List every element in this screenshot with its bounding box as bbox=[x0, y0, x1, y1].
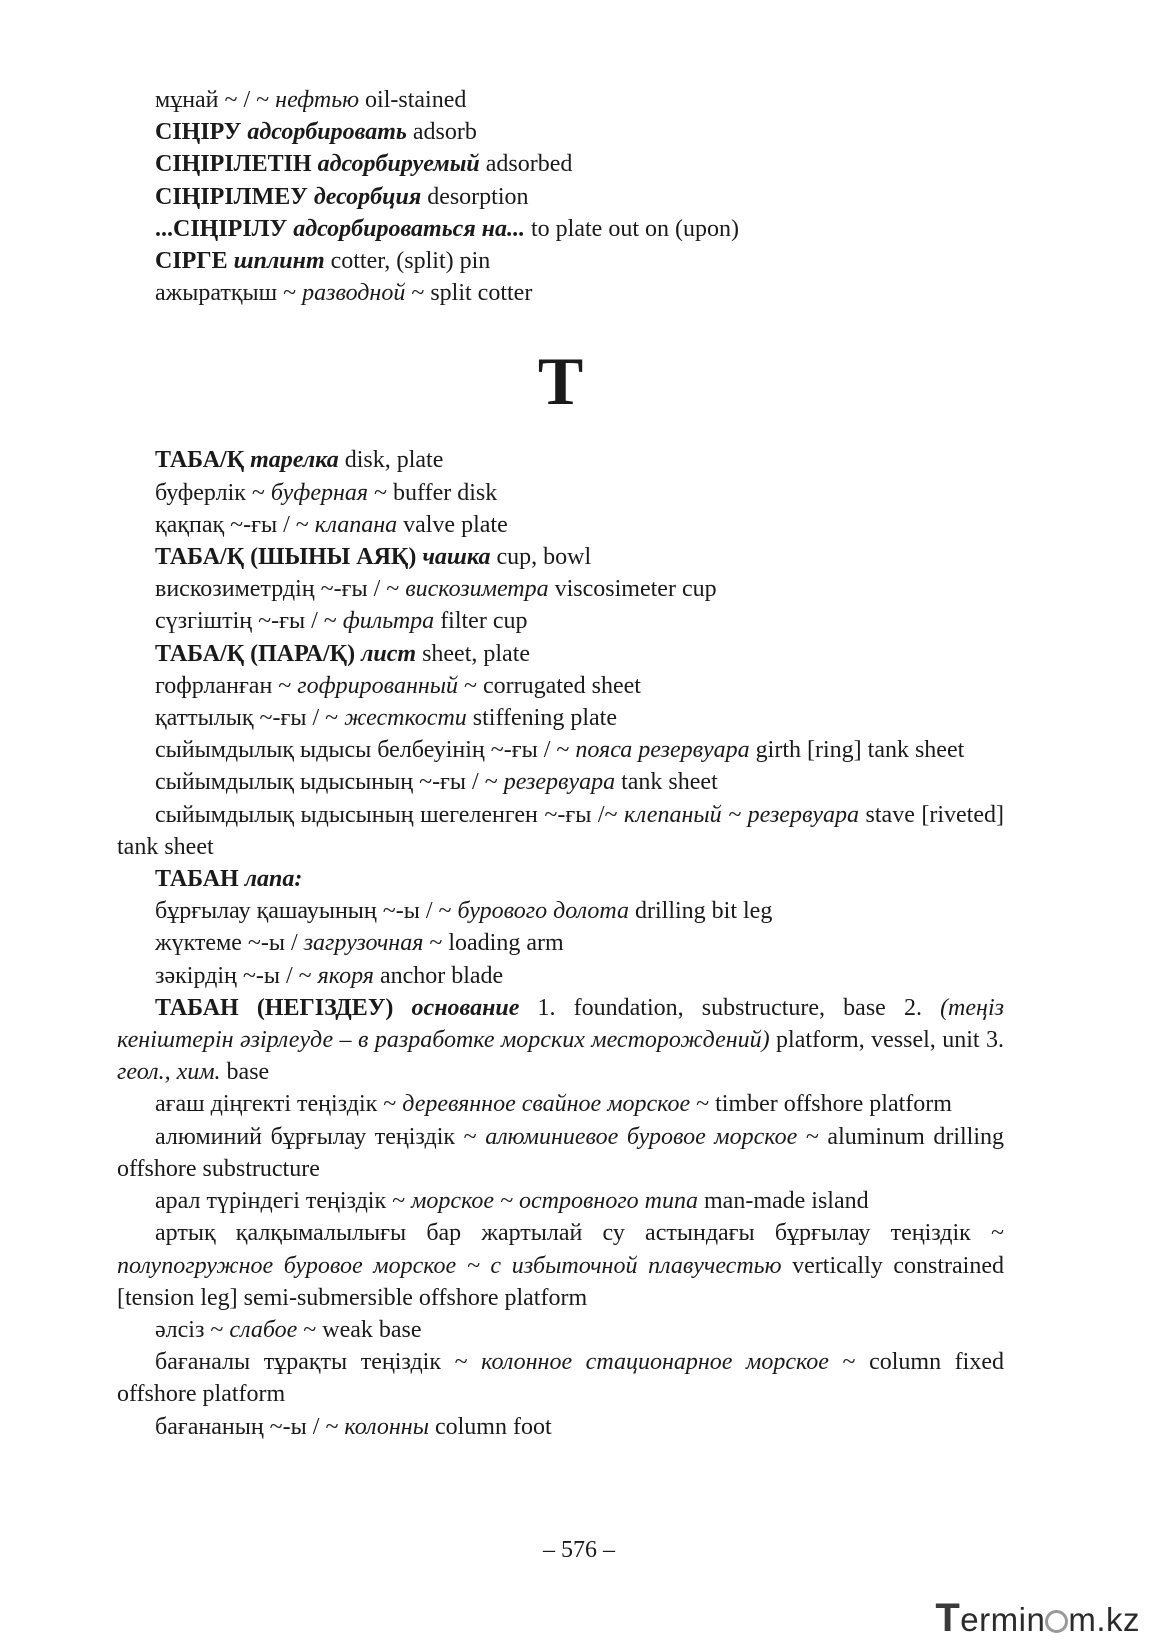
russian-term: колонное стационарное морское bbox=[481, 1349, 829, 1376]
headword-entry bbox=[117, 541, 1004, 573]
kazakh-headword: ТАБАН bbox=[155, 866, 245, 893]
russian-term: геол., хим. bbox=[117, 1059, 221, 1086]
russian-term: загрузочная bbox=[303, 930, 424, 957]
entry-text: anchor blade bbox=[373, 962, 504, 989]
russian-term: (теңіз кеніштерін әзірлеуде – в разработке морских месторождений) bbox=[117, 994, 1004, 1054]
entry-text: column foot bbox=[428, 1413, 552, 1440]
page-content bbox=[117, 84, 1004, 1443]
entry-text: ~ buffer disk bbox=[368, 479, 498, 506]
previous-letter-entries bbox=[117, 84, 1004, 309]
entry-text: filter cup bbox=[434, 608, 528, 635]
russian-term: вискозиметра bbox=[405, 576, 549, 603]
kazakh-headword: ТАБА/Қ bbox=[155, 447, 251, 474]
entry-text: drilling bit leg bbox=[629, 898, 773, 925]
subentry bbox=[117, 1314, 1004, 1346]
letter-t-entries bbox=[117, 444, 1004, 1442]
entry-text: арал түріндегі теңіздік ~ bbox=[155, 1188, 412, 1215]
subentry bbox=[117, 670, 1004, 702]
watermark-logo-text-end: m.kz bbox=[1068, 1601, 1140, 1638]
russian-headword: адсорбироваться на... bbox=[293, 215, 526, 242]
watermark-logo-letter: T bbox=[935, 1596, 961, 1640]
entry-text: vertically constrained [tension leg] semi-submersible offshore platform bbox=[117, 1252, 1004, 1311]
subentry bbox=[117, 573, 1004, 605]
entry-text: сыйымдылық ыдысы белбеуінің ~-ғы / ~ bbox=[155, 737, 576, 764]
entry-text: sheet, plate bbox=[416, 640, 531, 667]
subentry bbox=[117, 1217, 1004, 1314]
russian-headword: адсорбировать bbox=[247, 119, 407, 146]
headword-entry bbox=[117, 638, 1004, 670]
entry-text: гофрланған ~ bbox=[155, 672, 298, 699]
entry-text: әлсіз ~ bbox=[155, 1316, 230, 1343]
russian-term: нефтью bbox=[275, 87, 360, 113]
russian-headword: адсорбируемый bbox=[317, 151, 480, 178]
headword-entry bbox=[117, 181, 1004, 213]
russian-term: клепаный ~ резервуара bbox=[624, 801, 860, 828]
section-letter-heading: Т bbox=[537, 343, 584, 420]
entry-text: бағананың ~-ы / ~ bbox=[155, 1413, 345, 1440]
entry-text: girth [ring] tank sheet bbox=[749, 737, 965, 764]
termincom-watermark-logo bbox=[935, 1596, 1140, 1641]
entry-text: desorption bbox=[421, 183, 529, 210]
russian-term: алюминиевое буровое морское bbox=[485, 1123, 798, 1150]
russian-term: слабое bbox=[229, 1316, 298, 1343]
entry-text: 1. foundation, substructure, base 2. bbox=[519, 994, 941, 1021]
entry-text: stiffening plate bbox=[466, 705, 617, 732]
entry-text: cotter, (split) pin bbox=[324, 248, 491, 275]
russian-term: буферная bbox=[270, 479, 369, 506]
entry-text: adsorb bbox=[406, 119, 477, 146]
subentry bbox=[117, 766, 1004, 798]
entry-text: сүзгіштің ~-ғы / ~ bbox=[155, 608, 343, 635]
entry-text: ~ column fixed offshore platform bbox=[117, 1349, 1004, 1408]
entry-text: man-made island bbox=[698, 1188, 869, 1215]
subentry bbox=[117, 960, 1004, 992]
entry-text: бағаналы тұрақты теңіздік ~ bbox=[155, 1349, 482, 1376]
entry-text: ~ weak base bbox=[297, 1316, 422, 1343]
subentry bbox=[117, 477, 1004, 509]
entry-text: ажыратқыш ~ bbox=[155, 280, 303, 307]
russian-term: полупогружное буровое морское ~ с избыточной плавучестью bbox=[117, 1252, 782, 1279]
russian-term: деревянное свайное морское bbox=[402, 1091, 691, 1118]
headword-entry bbox=[117, 245, 1004, 277]
headword-entry bbox=[117, 992, 1004, 1089]
entry-text: ~ aluminum drilling offshore substructure bbox=[117, 1123, 1004, 1182]
russian-term: бурового долота bbox=[457, 898, 629, 925]
entry-text: cup, bowl bbox=[490, 544, 592, 571]
entry-text: қақпақ ~-ғы / ~ bbox=[155, 511, 315, 538]
entry-text: сыйымдылық ыдысының шегеленген ~-ғы /~ bbox=[155, 801, 625, 828]
russian-term: фильтра bbox=[342, 608, 435, 635]
kazakh-headword: ТАБАН (НЕГІЗДЕУ) bbox=[155, 994, 412, 1021]
russian-headword: лист bbox=[361, 640, 417, 667]
kazakh-headword: ТАБА/Қ (ПАРА/Қ) bbox=[155, 640, 362, 667]
subentry bbox=[117, 1411, 1004, 1443]
subentry bbox=[117, 734, 1004, 766]
entry-text: platform, vessel, unit 3. bbox=[769, 1027, 1004, 1054]
kazakh-headword: СІҢІРУ bbox=[155, 119, 248, 146]
entry-text: stave [riveted] tank sheet bbox=[117, 801, 1004, 860]
kazakh-headword: СІҢІРІЛЕТІН bbox=[155, 151, 318, 178]
entry-text: зәкірдің ~-ы / ~ bbox=[155, 962, 318, 989]
entry-text: viscosimeter cup bbox=[548, 576, 717, 603]
headword-entry bbox=[117, 116, 1004, 148]
entry-text: oil-stained bbox=[359, 87, 467, 113]
entry-text: to plate out on (upon) bbox=[525, 215, 739, 242]
subentry bbox=[117, 605, 1004, 637]
subentry bbox=[117, 277, 1004, 309]
headword-entry bbox=[117, 213, 1004, 245]
entry-text: tank sheet bbox=[615, 769, 718, 796]
russian-headword: основание bbox=[411, 994, 520, 1021]
headword-entry bbox=[117, 863, 1004, 895]
subentry bbox=[117, 1346, 1004, 1410]
entry-text: adsorbed bbox=[479, 151, 573, 178]
russian-headword: десорбция bbox=[313, 183, 422, 210]
entry-text: жүктеме ~-ы / bbox=[155, 930, 304, 957]
subentry bbox=[117, 702, 1004, 734]
entry-text: valve plate bbox=[397, 511, 508, 538]
entry-text: disk, plate bbox=[338, 447, 444, 474]
russian-headword: шплинт bbox=[233, 248, 325, 275]
kazakh-headword: СІРГЕ bbox=[155, 248, 234, 275]
entry-text: алюминий бұрғылау теңіздік ~ bbox=[155, 1123, 486, 1150]
entry-text: ~ corrugated sheet bbox=[458, 672, 641, 699]
entry-text: бұрғылау қашауының ~-ы / ~ bbox=[155, 898, 458, 925]
russian-term: разводной bbox=[302, 280, 406, 307]
entry-text: артық қалқымалылығы бар жартылай су астындағы бұрғылау теңіздік ~ bbox=[155, 1220, 1004, 1247]
kazakh-headword: ТАБА/Қ (ШЫНЫ АЯҚ) bbox=[155, 544, 423, 571]
russian-term: гофрированный bbox=[297, 672, 459, 699]
entry-text: сыйымдылық ыдысының ~-ғы / ~ bbox=[155, 769, 504, 796]
russian-term: морское ~ островного типа bbox=[411, 1188, 699, 1215]
russian-headword: чашка bbox=[422, 544, 491, 571]
subentry bbox=[117, 509, 1004, 541]
headword-entry bbox=[117, 148, 1004, 180]
russian-term: резервуара bbox=[503, 769, 616, 796]
watermark-logo-text-start: ermin bbox=[960, 1601, 1046, 1638]
entry-text: ~ loading arm bbox=[423, 930, 564, 957]
subentry bbox=[117, 1088, 1004, 1120]
subentry bbox=[117, 1185, 1004, 1217]
subentry bbox=[117, 84, 1004, 116]
magnifier-icon bbox=[1045, 1610, 1068, 1633]
page-number: – 576 – bbox=[543, 1537, 615, 1563]
entry-text: мұнай ~ / ~ bbox=[155, 87, 276, 113]
entry-text: ~ split cotter bbox=[405, 280, 533, 307]
entry-text: қаттылық ~-ғы / ~ bbox=[155, 705, 345, 732]
entry-text: буферлік ~ bbox=[155, 479, 271, 506]
entry-text: вискозиметрдің ~-ғы / ~ bbox=[155, 576, 406, 603]
russian-term: жесткости bbox=[344, 705, 467, 732]
subentry bbox=[117, 1121, 1004, 1185]
headword-entry bbox=[117, 444, 1004, 476]
subentry bbox=[117, 927, 1004, 959]
russian-term: клапана bbox=[314, 511, 398, 538]
entry-text: base bbox=[220, 1059, 270, 1086]
subentry bbox=[117, 895, 1004, 927]
russian-headword: лапа: bbox=[244, 866, 303, 893]
subentry bbox=[117, 799, 1004, 863]
russian-headword: тарелка bbox=[250, 447, 339, 474]
russian-term: колонны bbox=[344, 1413, 429, 1440]
entry-text: ~ timber offshore platform bbox=[690, 1091, 952, 1118]
kazakh-headword: СІҢІРІЛМЕУ bbox=[155, 183, 314, 210]
kazakh-headword: ...СІҢІРІЛУ bbox=[155, 215, 294, 242]
russian-term: пояса резервуара bbox=[575, 737, 750, 764]
entry-text: ағаш діңгекті теңіздік ~ bbox=[155, 1091, 403, 1118]
russian-term: якоря bbox=[317, 962, 374, 989]
